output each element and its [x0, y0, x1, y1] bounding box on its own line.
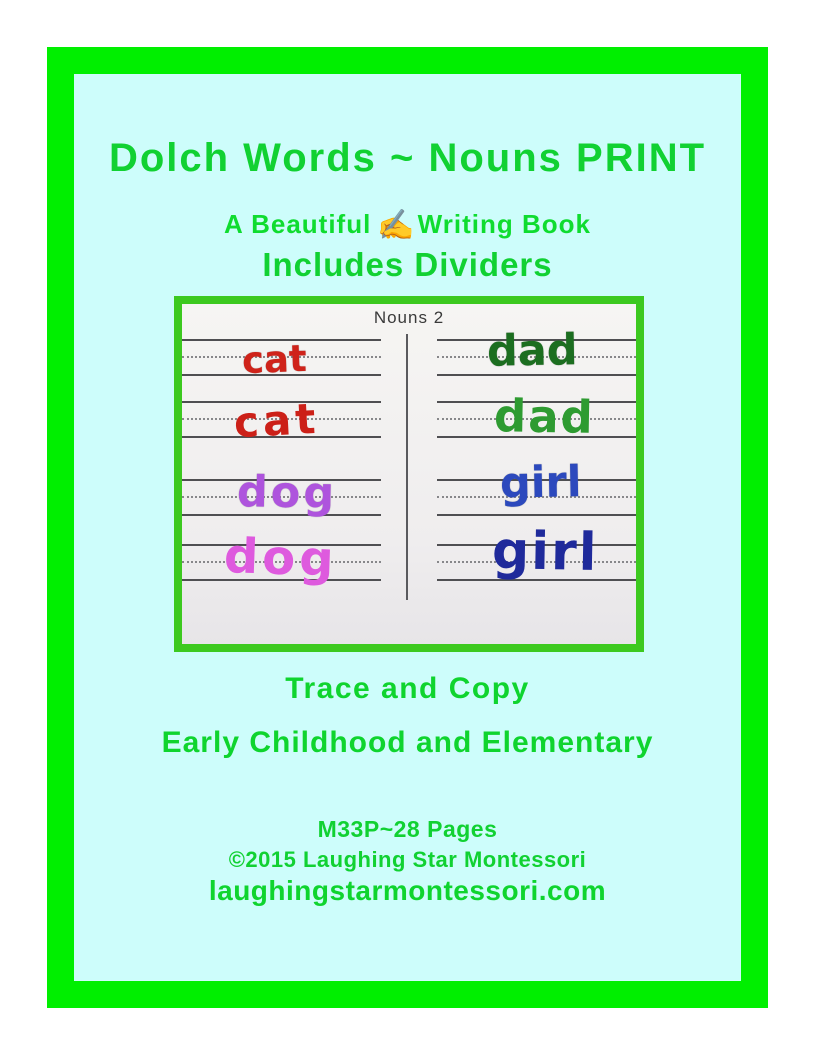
writing-sheet [182, 304, 636, 644]
subtitle-suffix: Writing Book [417, 209, 591, 239]
subtitle-prefix: A Beautiful [224, 209, 372, 239]
writing-hand-icon: ✍ [377, 209, 416, 242]
copyright-line: ©2015 Laughing Star Montessori [228, 847, 587, 872]
green-frame-border [47, 47, 768, 1008]
handwriting-word: girl [491, 521, 600, 583]
photo-caption: Nouns 2 [373, 308, 445, 327]
handwriting-word: cat [232, 393, 321, 448]
page-title: Dolch Words ~ Nouns PRINT [108, 136, 707, 180]
audience-line: Early Childhood and Elementary [161, 726, 654, 759]
subtitle-line [74, 208, 741, 243]
handwriting-word: dad [493, 389, 596, 444]
trace-and-copy-line: Trace and Copy [285, 672, 530, 705]
cover-content [74, 74, 741, 981]
product-code: M33P~28 Pages [317, 816, 498, 842]
sample-page-photo [174, 296, 644, 652]
column-divider-line [406, 334, 408, 600]
handwriting-word: girl [499, 457, 582, 509]
website-link[interactable]: laughingstarmontessori.com [208, 875, 607, 906]
handwriting-word: dog [236, 467, 338, 519]
dividers-note: Includes Dividers [262, 246, 553, 283]
handwriting-word: dad [486, 325, 578, 377]
handwriting-word: cat [241, 336, 308, 383]
handwriting-word: dog [223, 528, 339, 588]
